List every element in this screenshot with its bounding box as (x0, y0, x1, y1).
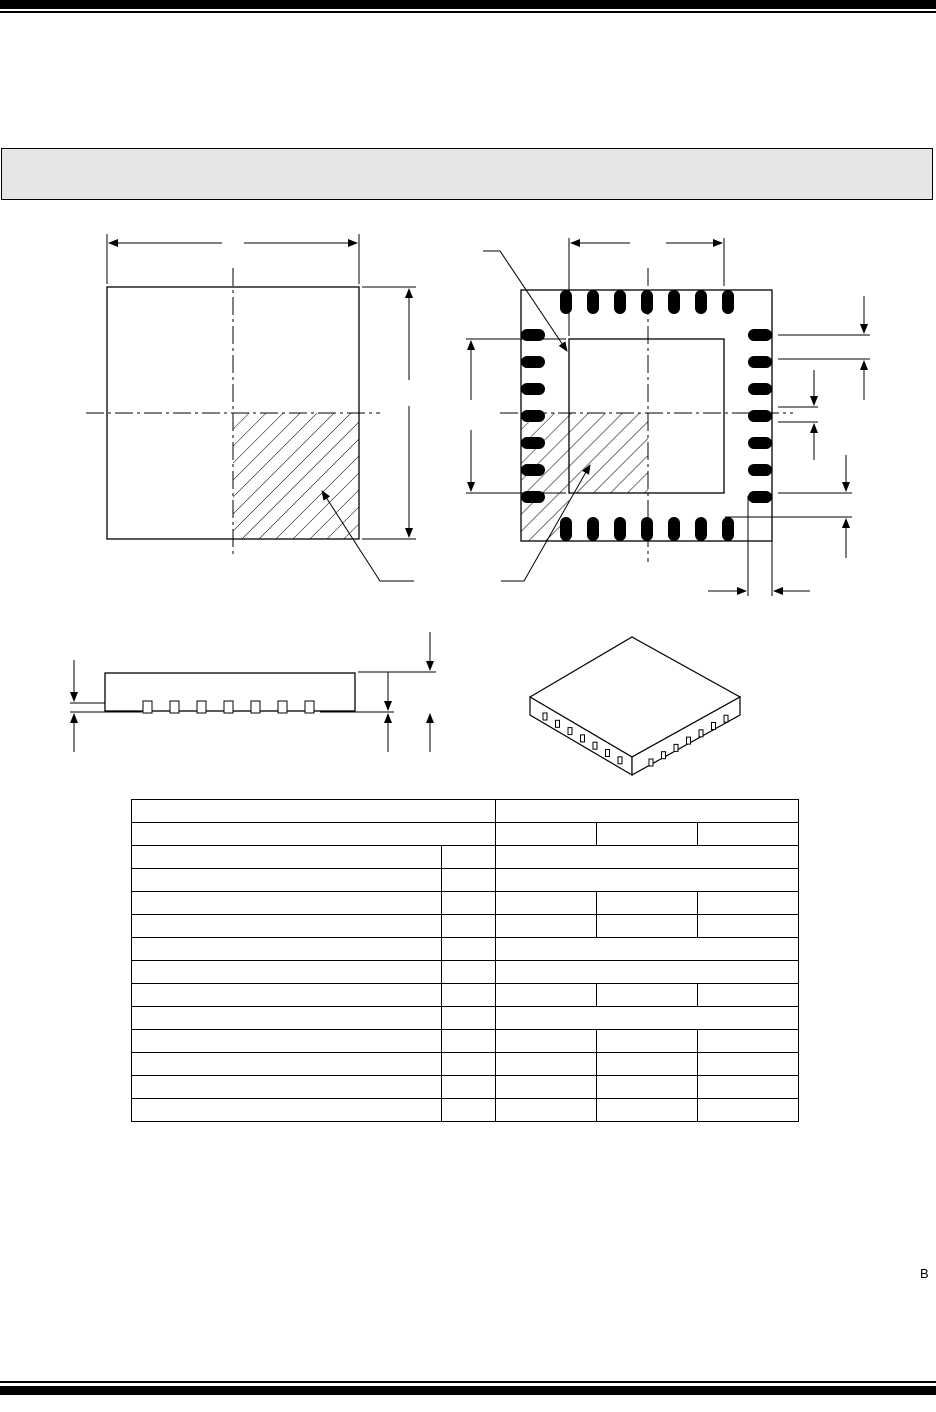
table-cell (698, 1030, 799, 1053)
table-cell (442, 1007, 496, 1030)
table-cell (442, 915, 496, 938)
table-cell (597, 915, 698, 938)
lead-top (695, 290, 707, 314)
table-cell (132, 984, 442, 1007)
table-row (132, 800, 799, 823)
bottom-view-hatch (521, 413, 648, 541)
table-cell (442, 1076, 496, 1099)
lead-right (748, 464, 772, 476)
side-lead (197, 701, 206, 713)
side-lead (251, 701, 260, 713)
lead-left (521, 383, 545, 395)
table-cell (132, 1076, 442, 1099)
iso-lead-right (724, 715, 728, 722)
table-cell (698, 892, 799, 915)
table-cell (698, 1099, 799, 1122)
side-lead (305, 701, 314, 713)
table-row (132, 869, 799, 892)
lead-top (614, 290, 626, 314)
lead-left (521, 437, 545, 449)
lead-right (748, 329, 772, 341)
page-marker: B (920, 1266, 929, 1281)
table-cell (698, 1076, 799, 1099)
table-cell (496, 800, 799, 823)
table-cell (442, 961, 496, 984)
side-lead (170, 701, 179, 713)
table-cell (597, 1053, 698, 1076)
table-cell (442, 1053, 496, 1076)
table-cell (698, 915, 799, 938)
lead-bottom (587, 517, 599, 541)
table-cell (698, 823, 799, 846)
table-row (132, 938, 799, 961)
table-row (132, 915, 799, 938)
lead-right (748, 356, 772, 368)
table-cell (132, 823, 496, 846)
table-cell (496, 1076, 597, 1099)
iso-lead-left (618, 757, 622, 764)
table-cell (442, 869, 496, 892)
table-row (132, 1053, 799, 1076)
table-row (132, 961, 799, 984)
iso-lead-right (662, 752, 666, 759)
table-cell (132, 1053, 442, 1076)
table-cell (597, 823, 698, 846)
side-lead (224, 701, 233, 713)
isometric-view (530, 637, 740, 775)
table-cell (132, 1007, 442, 1030)
lead-bottom (722, 517, 734, 541)
table-cell (597, 1030, 698, 1053)
table-cell (442, 1099, 496, 1122)
lead-left (521, 410, 545, 422)
table-cell (132, 938, 442, 961)
table-cell (698, 1053, 799, 1076)
iso-lead-left (606, 750, 610, 757)
table-cell (132, 846, 442, 869)
table-cell (496, 1007, 799, 1030)
dimensions-table (131, 799, 799, 1122)
lead-bottom (641, 517, 653, 541)
table-cell (597, 1076, 698, 1099)
top-view-hatch (233, 413, 359, 539)
table-cell (698, 984, 799, 1007)
lead-right (748, 437, 772, 449)
table-cell (496, 892, 597, 915)
table-cell (132, 869, 442, 892)
table-cell (442, 1030, 496, 1053)
table-cell (132, 915, 442, 938)
iso-lead-left (543, 713, 547, 720)
table-cell (442, 892, 496, 915)
lead-bottom (668, 517, 680, 541)
iso-lead-right (712, 723, 716, 730)
table-cell (132, 892, 442, 915)
lead-right (748, 410, 772, 422)
table-row (132, 1099, 799, 1122)
side-lead (143, 701, 152, 713)
table-cell (442, 938, 496, 961)
top-view (86, 234, 416, 581)
table-row (132, 984, 799, 1007)
lead-bottom (560, 517, 572, 541)
lead-left (521, 464, 545, 476)
table-cell (496, 1053, 597, 1076)
table-cell (442, 846, 496, 869)
table-cell (442, 984, 496, 1007)
table-cell (132, 961, 442, 984)
lead-top (560, 290, 572, 314)
iso-lead-right (687, 737, 691, 744)
side-lead (278, 701, 287, 713)
table-cell (496, 938, 799, 961)
lead-left (521, 356, 545, 368)
table-row (132, 1030, 799, 1053)
lead-bottom (614, 517, 626, 541)
table-cell (496, 846, 799, 869)
lead-top (668, 290, 680, 314)
table-row (132, 1076, 799, 1099)
table-cell (496, 961, 799, 984)
table-cell (496, 915, 597, 938)
table-cell (496, 984, 597, 1007)
table-cell (132, 800, 496, 823)
table-cell (132, 1099, 442, 1122)
table-row (132, 846, 799, 869)
iso-lead-left (556, 720, 560, 727)
table-cell (496, 869, 799, 892)
table-cell (597, 984, 698, 1007)
iso-lead-left (568, 728, 572, 735)
iso-lead-right (699, 730, 703, 737)
lead-top (722, 290, 734, 314)
table-row (132, 1007, 799, 1030)
iso-lead-left (593, 742, 597, 749)
lead-right (748, 491, 772, 503)
iso-lead-right (674, 744, 678, 751)
table-cell (132, 1030, 442, 1053)
table-row (132, 892, 799, 915)
table-cell (496, 1099, 597, 1122)
iso-lead-left (581, 735, 585, 742)
lead-top (587, 290, 599, 314)
lead-top (641, 290, 653, 314)
iso-lead-right (649, 759, 653, 766)
side-view (70, 632, 436, 752)
table-row (132, 823, 799, 846)
table-cell (597, 1099, 698, 1122)
lead-bottom (695, 517, 707, 541)
table-cell (496, 823, 597, 846)
table-cell (597, 892, 698, 915)
lead-right (748, 383, 772, 395)
table-cell (496, 1030, 597, 1053)
